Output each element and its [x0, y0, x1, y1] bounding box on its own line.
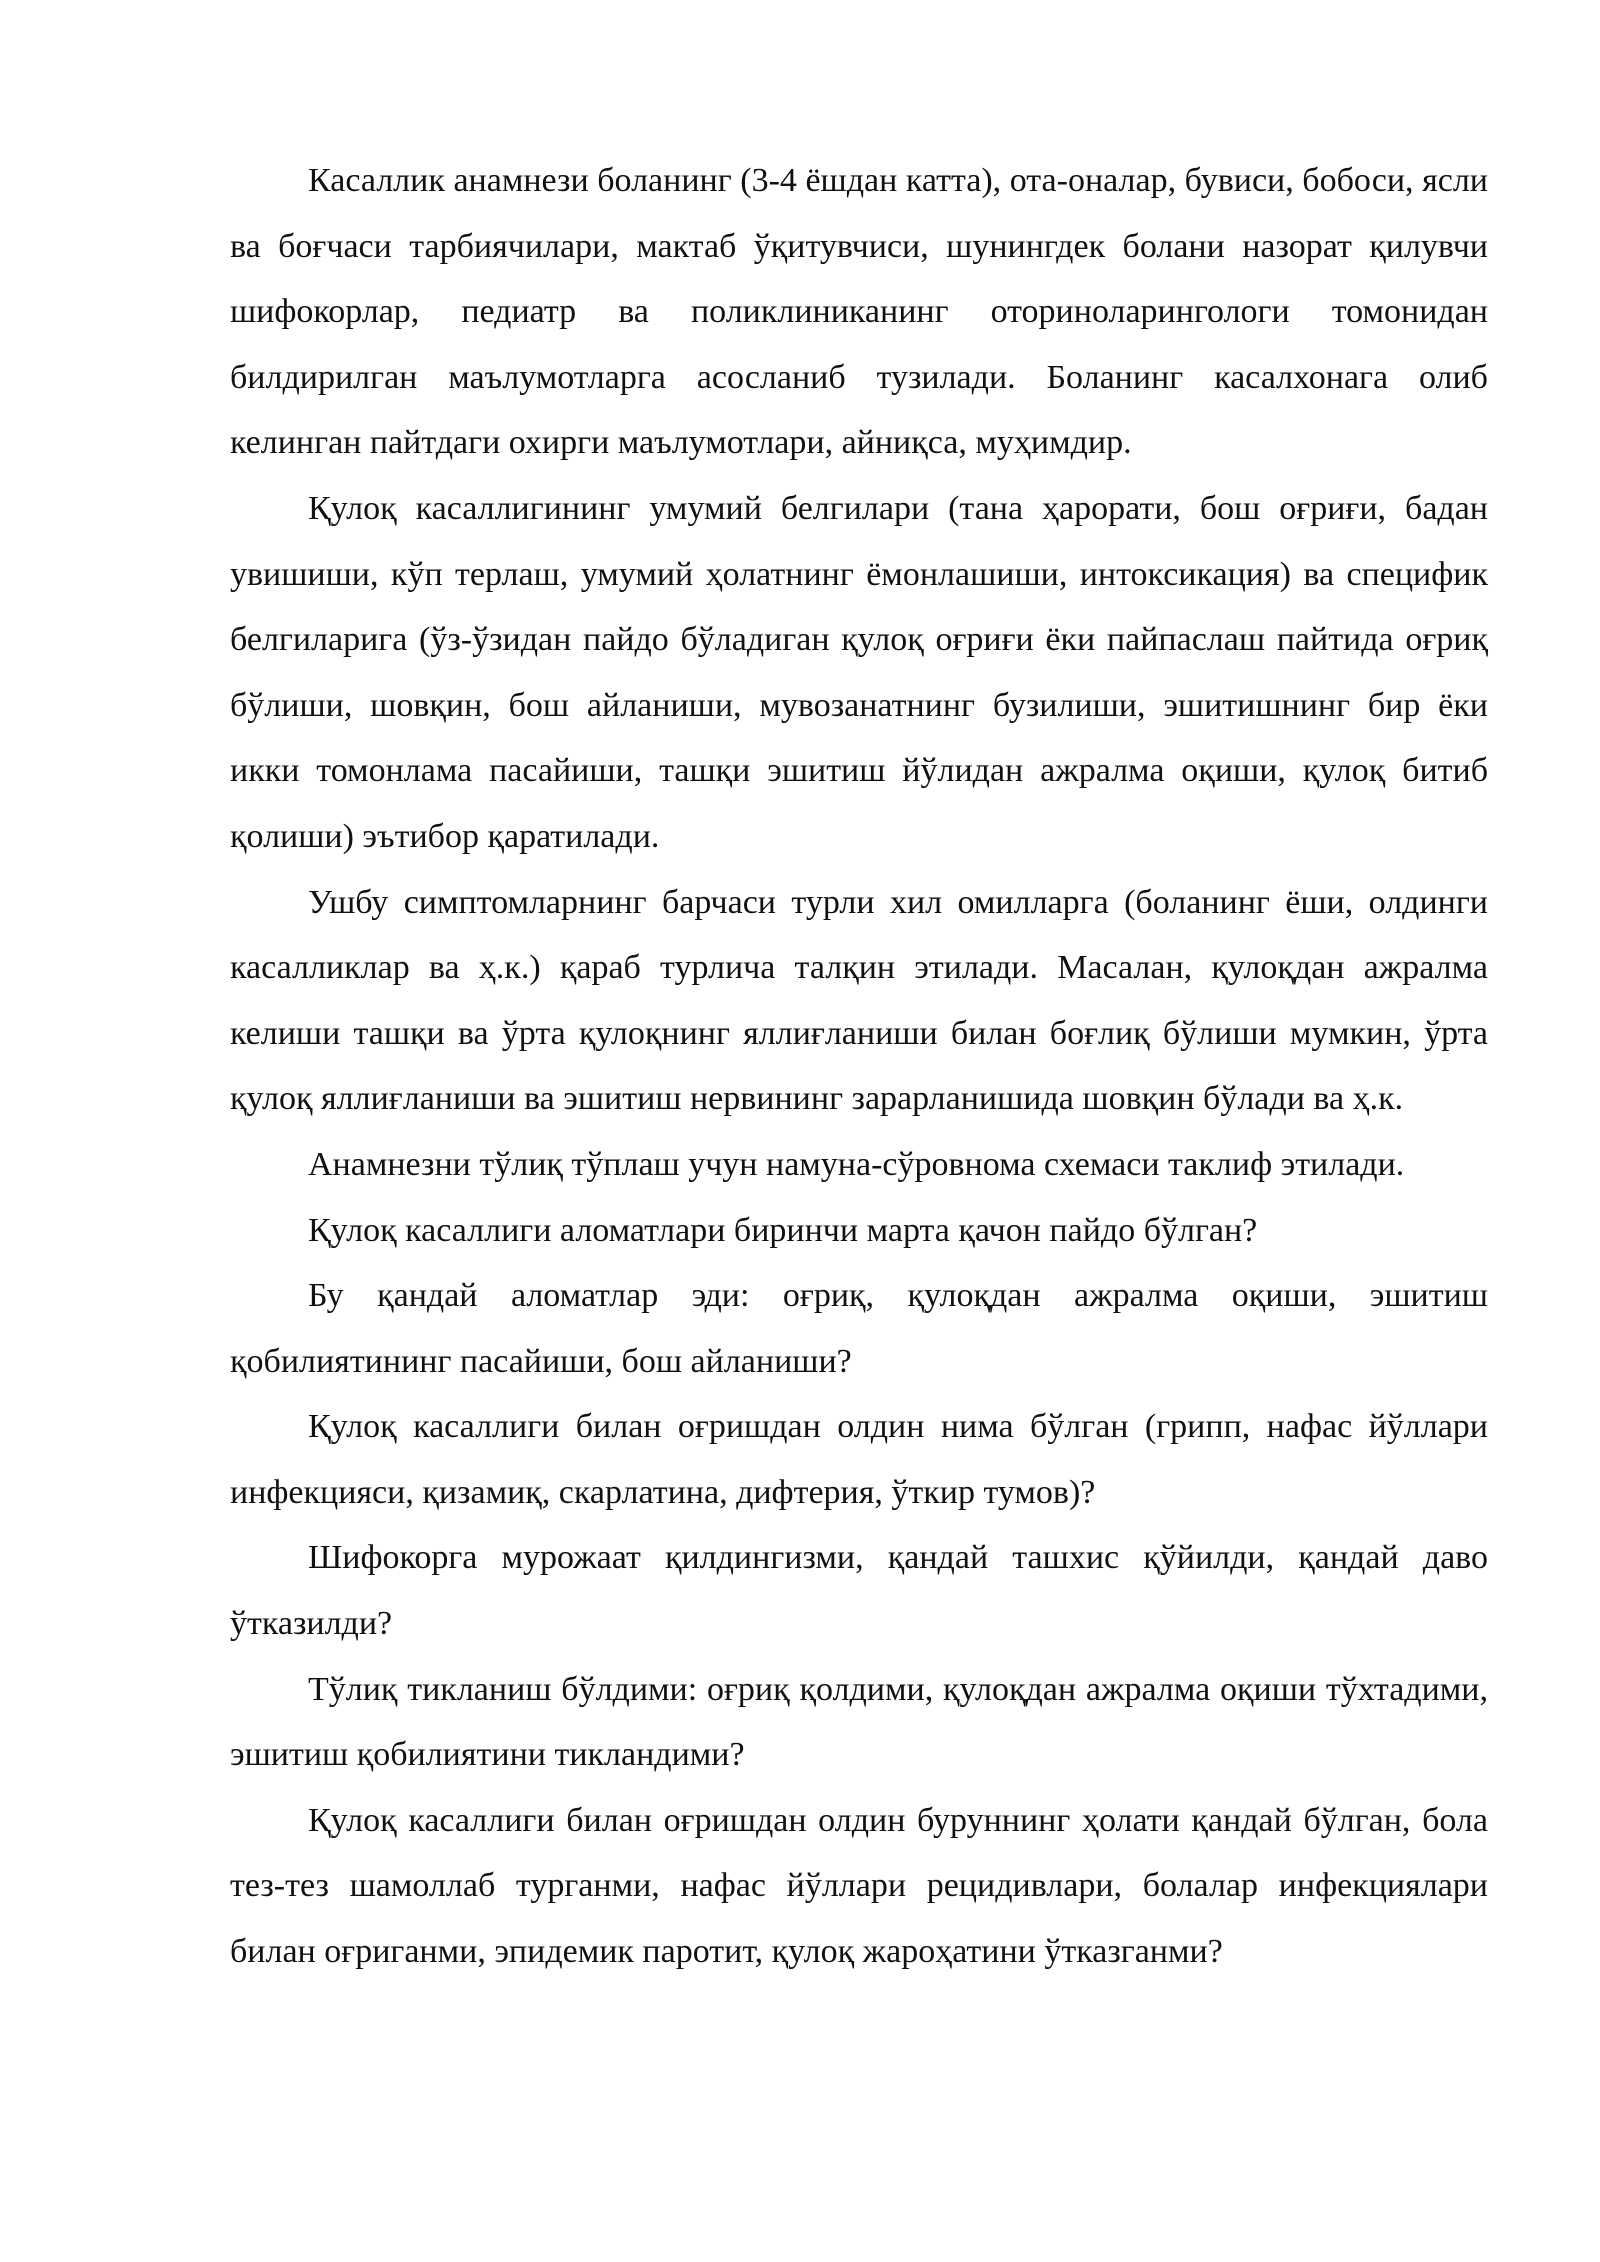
paragraph-symptom-interpretation: Ушбу симптомларнинг барчаси турли хил омилларга (боланинг ёши, олдинги касалликлар ва ҳ.к.) қараб турлича талқин этилади. Масалан, қулоқдан ажралма келиши ташқи ва ўрта қулоқнинг яллиғланиши билан боғлиқ бўлиши мумкин, ўрта қулоқ яллиғланиши ва эшитиш нервининг зарарланишида шовқин бўлади ва ҳ.к. — [230, 883, 1488, 1118]
question-first-onset: Қулоқ касаллиги аломатлари биринчи марта қачон пайдо бўлган? — [308, 1211, 1258, 1249]
paragraph-questionnaire-intro: Анамнезни тўлиқ тўплаш учун намуна-сўровнома схемаси таклиф этилади. — [308, 1145, 1405, 1183]
document-page — [230, 148, 1488, 1985]
question-symptom-types: Бу қандай аломатлар эди: оғриқ, қулоқдан ажралма оқиши, эшитиш қобилиятининг пасайиши, бош айланиши? — [230, 1277, 1488, 1380]
paragraph-ear-symptoms: Қулоқ касаллигининг умумий белгилари (тана ҳарорати, бош оғриғи, бадан увишиши, кўп терлаш, умумий ҳолатнинг ёмонлашиши, интоксикация) ва специфик белгиларига (ўз-ўзидан пайдо бўладиган қулоқ оғриғи ёки пайпаслаш пайтида оғриқ бўлиши, шовқин, бош айланиши, мувозанатнинг бузилиши, эшитишнинг бир ёки икки томонлама пасайиши, ташқи эшитиш йўлидан ажралма оқиши, қулоқ битиб қолиши) эътибор қаратилади. — [230, 489, 1488, 855]
question-nasal-history: Қулоқ касаллиги билан оғришдан олдин буруннинг ҳолати қандай бўлган, бола тез-тез шамоллаб турганми, нафас йўллари рецидивлари, болалар инфекциялари билан оғриганми, эпидемик паротит, қулоқ жароҳатини ўтказганми? — [230, 1801, 1488, 1971]
question-recovery: Тўлиқ тикланиш бўлдими: оғриқ қолдими, қулоқдан ажралма оқиши тўхтадими, эшитиш қобилиятини тикландими? — [230, 1670, 1488, 1774]
question-doctor-visit: Шифокорга мурожаат қилдингизми, қандай ташхис қўйилди, қандай даво ўтказилди? — [230, 1539, 1488, 1643]
paragraph-anamnesis-sources: Касаллик анамнези боланинг (3-4 ёшдан катта), ота-оналар, бувиси, бобоси, ясли ва боғчаси тарбиячилари, мактаб ўқитувчиси, шунингдек болани назорат қилувчи шифокорлар, педиатр ва поликлиниканинг оториноларингологи томонидан билдирилган маълумотларга асосланиб тузилади. Боланинг касалхонага олиб келинган пайтдаги охирги маълумотлари, айниқса, муҳимдир. — [230, 162, 1488, 462]
question-preceding-illness: Қулоқ касаллиги билан оғришдан олдин нима бўлган (грипп, нафас йўллари инфекцияси, қизамиқ, скарлатина, дифтерия, ўткир тумов)? — [230, 1408, 1488, 1511]
